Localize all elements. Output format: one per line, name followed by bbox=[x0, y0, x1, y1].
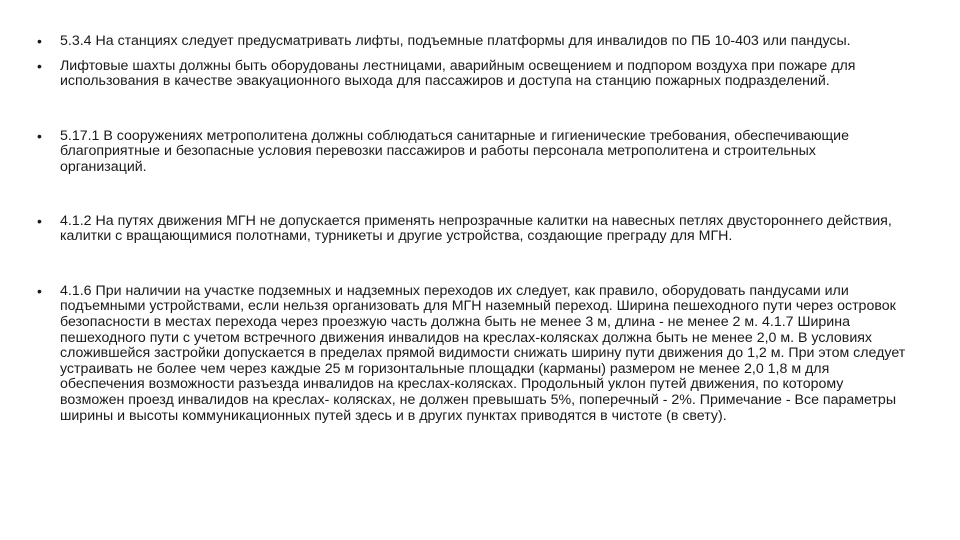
bullet-item-4-1-2 bbox=[36, 214, 906, 245]
bullet-text: 4.1.2 На путях движения МГН не допускается применять непрозрачные калитки на навесных петлях двустороннего действия, калитки с вращающимися полотнами, турникеты и другие устройства, создающие преграду для МГН. bbox=[60, 212, 892, 245]
bullet-text: 4.1.6 При наличии на участке подземных и надземных переходов их следует, как правило, оборудовать пандусами или подъемными устройствами, если нельзя организовать для МГН наземный переход. Ширина пешеходного пути через островок безопасности в местах перехода через проезжую часть должна быть не менее 3 м, длина - не менее 2 м. 4.1.7 Ширина пешеходного пути с учетом встречного движения инвалидов на креслах-колясках должна быть не менее 2,0 м. В условиях сложившейся застройки допускается в пределах прямой видимости снижать ширину пути движения до 1,2 м. При этом следует устраивать не более чем через каждые 25 м горизонтальные площадки (карманы) размером не менее 2,0 1,8 м для обеспечения возможности разъезда инвалидов на креслах-колясках. Продольный уклон путей движения, по которому возможен проезд инвалидов на креслах- колясках, не должен превышать 5%, поперечный - 2%. Примечание - Все параметры ширины и высоты коммуникационных путей здесь и в других пунктах приводятся в чистоте (в свету). bbox=[60, 282, 906, 424]
bullet-dot-icon: • bbox=[37, 282, 42, 299]
bullet-dot-icon: • bbox=[37, 57, 42, 74]
bullet-item-lift-shafts bbox=[36, 59, 906, 90]
bullet-list bbox=[36, 34, 906, 424]
bullet-text: 5.3.4 На станциях следует предусматривать лифты, подъемные платформы для инвалидов по ПБ 10-403 или пандусы. bbox=[60, 33, 851, 49]
bullet-dot-icon: • bbox=[37, 212, 42, 229]
bullet-item-5-17-1 bbox=[36, 129, 906, 176]
bullet-text: Лифтовые шахты должны быть оборудованы лестницами, аварийным освещением и подпором воздуха при пожаре для использования в качестве эвакуационного выхода для пассажиров и доступа на станцию пожарных подразделений. bbox=[60, 57, 856, 90]
bullet-item-4-1-6 bbox=[36, 284, 906, 424]
bullet-text: 5.17.1 В сооружениях метрополитена должны соблюдаться санитарные и гигиенические требования, обеспечивающие благоприятные и безопасные условия перевозки пассажиров и работы персонала метрополитена и строительных организаций. bbox=[60, 127, 849, 175]
bullet-dot-icon: • bbox=[37, 127, 42, 144]
bullet-dot-icon: • bbox=[37, 33, 42, 49]
bullet-item-5-3-4 bbox=[36, 34, 906, 50]
